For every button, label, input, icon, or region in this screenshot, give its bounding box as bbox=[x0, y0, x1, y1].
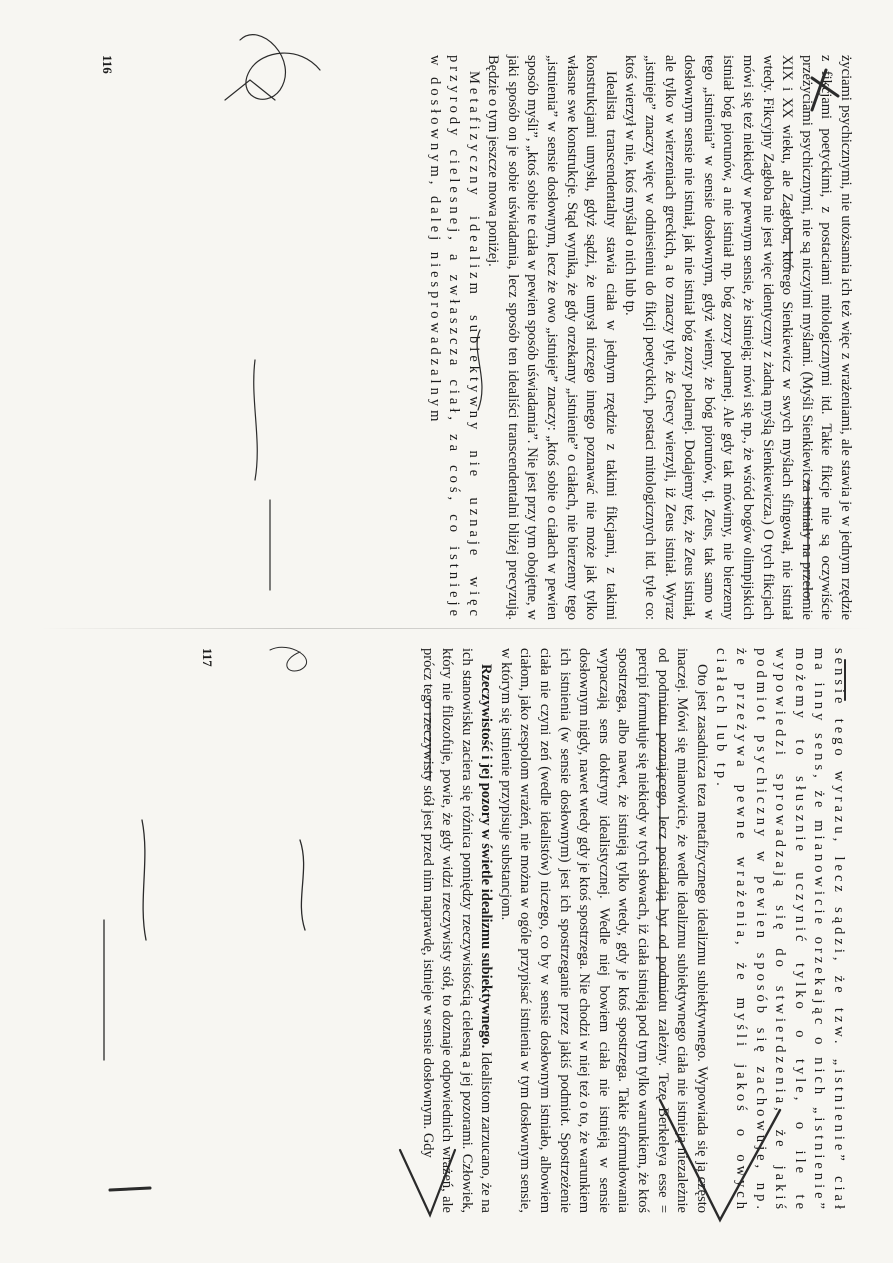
page-117-text bbox=[417, 648, 848, 1213]
spaced-paragraph: Metafizyczny idealizm subiektywny nie uznaje więc przyrody cielesnej, a zwłaszcza ciał, za coś, co istnieje w dosłownym, dalej niesprowadzalnym bbox=[426, 55, 482, 620]
section-heading: Rzeczywistość i jej pozory w świetle idealizmu subiektywnego. bbox=[478, 664, 495, 1049]
paragraph: Idealistom zarzucano, że na ich stanowisku zaciera się różnica pomiędzy rzeczywistością cielesną a jej pozorami. Człowiek, który nie filozofuje, powie, że gdy widzi rzeczywisty stół, to doznaje odpowiednich wrażeń, ale prócz tego rzeczywisty stół jest przed nim naprawdę, istnieje w sensie dosłownym. Gdy bbox=[419, 648, 495, 1213]
page-fold bbox=[40, 628, 873, 629]
paragraph: Oto jest zasadnicza teza metafizycznego idealizmu subiektywnego. Wypowiada się ją często inaczej. Mówi się mianowicie, że wedle idealizmu subiektywnego ciała nie istnieją niezależnie od podmiotu poznającego, lecz posiadają byt od podmiotu zależny. Tezę Berkeleya esse = percipi formułuje się niekiedy w tych słowach, iż ciała istnieją pod tym tylko warunkiem, że ktoś spostrzega, albo nawet, że istnieją tylko wtedy, gdy je ktoś spostrzega. Takie sformułowania wypaczają sens doktryny idealistycznej. Wedle niej bowiem ciała nie istnieją w sensie dosłownym nigdy, nawet wtedy gdy je ktoś spostrzega. Nie chodzi w niej też o to, że warunkiem ich istnienia (w sensie dosłownym) jest ich spostrzeganie przez jakiś podmiot. Spostrzeżenie ciała nie czyni zeń (wedle idealistów) niczego, co by w sensie dosłownym istniało, albowiem ciałom, jako zespolom wrażeń, nie można w ogóle przypisać istnienia w tym dosłownym sensie, w którym się istnienie przypisuje substancjom. bbox=[497, 648, 710, 1213]
paragraph: Idealista transcendentalny stawia ciała w jednym rzędzie z takimi fikcjami, z takimi konstrukcjami umysłu, gdyż sądzi, że umysł niczego innego poznawać nie może jak tylko własne swe konstrukcje. Stąd wynika, że gdy orzekamy „istnienie” o ciałach, nie bierzemy tego „istnienia” w sensie dosłownym, lecz że owo „istnieje” znaczy: „ktoś sobie o ciałach w pewien sposób myśli”, „ktoś sobie te ciała w pewien sposób uświadamia”. Nie jest przy tym obojętne, w jaki sposób on je sobie uświadamia, lecz sposób ten idealiści transcendentalni bliżej precyzują. Będzie o tym jeszcze mowa poniżej. bbox=[485, 55, 619, 620]
page-number: 116 bbox=[100, 55, 115, 74]
spaced-paragraph: sensie tego wyrazu, lecz sądzi, że tzw. „istnienie” ciał ma inny sens, że mianowicie orzekając o nich „istnienie” możemy to słusznie uczynić tylko o tyle, o ile te wypowiedzi sprowadzają się do stwierdzenia, że jakiś podmiot psychiczny w pewien sposób się zachowuje, np. że przeżywa pewne wrażenia, że myśli jakoś o owych ciałach lub tp. bbox=[713, 648, 847, 1213]
page-116 bbox=[100, 55, 855, 620]
page-117 bbox=[183, 648, 848, 1213]
page-number: 117 bbox=[200, 648, 215, 667]
page-116-text bbox=[424, 55, 855, 620]
paragraph-with-heading bbox=[417, 648, 495, 1213]
paragraph: życiami psychicznymi, nie utożsamia ich też więc z wrażeniami, ale stawia je w jednym rzędzie z fikcjami poetyckimi, z postaciami mitologicznymi itd. Takie fikcje nie są oczywiście przeżyciami psychicznymi, nie są niczyimi myślami. (Myśli Sienkiewicza istniały na przełomie XIX i XX wieku, ale Zagłoba, którego Sienkiewicz w swych myślach sfingował, nie istniał wtedy. Fikcyjny Zagłoba nie jest więc identyczny z żadną myślą Sienkiewicza.) O tych fikcjach mówi się też niekiedy w pewnym sensie, że istnieją; mówi się np., że wśród bogów olimpijskich istniał bóg piorunów, a nie istniał np. bóg zorzy polarnej. Ale gdy tak mówimy, nie bierzemy tego „istnienia” w sensie dosłownym, gdyż wiemy, że bóg piorunów, tj. Zeus, tak samo w dosłownym sensie nie istniał, jak nie istniał bóg zorzy polarnej. Dodajemy też, że Zeus istniał, ale tylko w wierzeniach greckich, a to znaczy tyle, że Grecy wierzyli, iż Zeus istniał. Wyraz „istnieje” znaczy więc w odniesieniu do fikcji poetyckich, postaci mitologicznych itd. tyle co: ktoś wierzył w nie, ktoś myślał o nich lub tp. bbox=[622, 55, 854, 620]
